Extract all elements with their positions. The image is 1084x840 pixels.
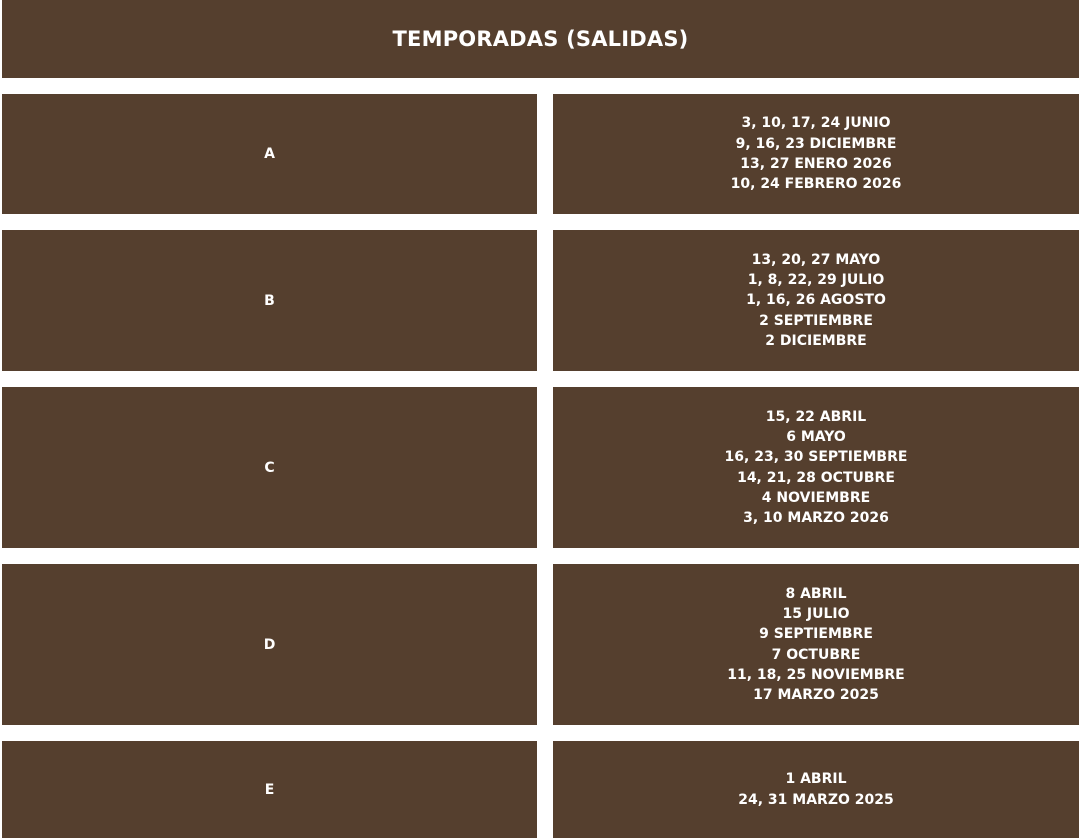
date-line: 3, 10 MARZO 2026 [743, 510, 889, 527]
date-line: 1, 16, 26 AGOSTO [746, 292, 886, 309]
season-label-cell-c [2, 387, 537, 548]
season-label: D [263, 636, 276, 653]
date-line: 13, 27 ENERO 2026 [740, 156, 892, 172]
season-dates-cell-c [553, 387, 1079, 548]
season-label: B [264, 292, 275, 309]
season-label-cell-e [2, 741, 537, 838]
date-line: 16, 23, 30 SEPTIEMBRE [724, 449, 908, 466]
date-line: 7 OCTUBRE [771, 646, 861, 663]
date-line: 17 MARZO 2025 [753, 687, 879, 704]
season-label-cell-b [2, 230, 537, 371]
date-line: 13, 20, 27 MAYO [751, 251, 881, 268]
date-line: 6 MAYO [786, 428, 846, 445]
date-line: 2 DICIEMBRE [765, 332, 867, 349]
season-dates-cell-e [553, 741, 1079, 838]
season-label: E [264, 781, 275, 798]
date-line: 8 ABRIL [785, 585, 847, 602]
date-line: 1, 8, 22, 29 JULIO [747, 272, 885, 289]
date-line: 4 NOVIEMBRE [761, 489, 871, 506]
season-label-cell-a [2, 94, 537, 214]
season-label: A [264, 146, 275, 162]
date-line: 1 ABRIL [785, 771, 847, 788]
date-line: 15 JULIO [782, 605, 850, 622]
season-label-cell-d [2, 564, 537, 725]
table-header [2, 0, 1079, 78]
date-line: 2 SEPTIEMBRE [759, 312, 873, 329]
date-line: 24, 31 MARZO 2025 [738, 791, 894, 808]
season-dates-cell-d [553, 564, 1079, 725]
date-line: 14, 21, 28 OCTUBRE [737, 469, 895, 486]
date-line: 9 SEPTIEMBRE [759, 626, 873, 643]
date-line: 11, 18, 25 NOVIEMBRE [727, 666, 905, 683]
date-line: 3, 10, 17, 24 JUNIO [741, 115, 891, 132]
date-line: 10, 24 FEBRERO 2026 [730, 176, 902, 193]
season-dates-cell-b [553, 230, 1079, 371]
date-line: 15, 22 ABRIL [765, 408, 867, 425]
season-dates-cell-a [553, 94, 1079, 214]
page-title: TEMPORADAS (SALIDAS) [392, 27, 689, 51]
season-label: C [264, 459, 275, 476]
date-line: 9, 16, 23 DICIEMBRE [735, 135, 897, 152]
